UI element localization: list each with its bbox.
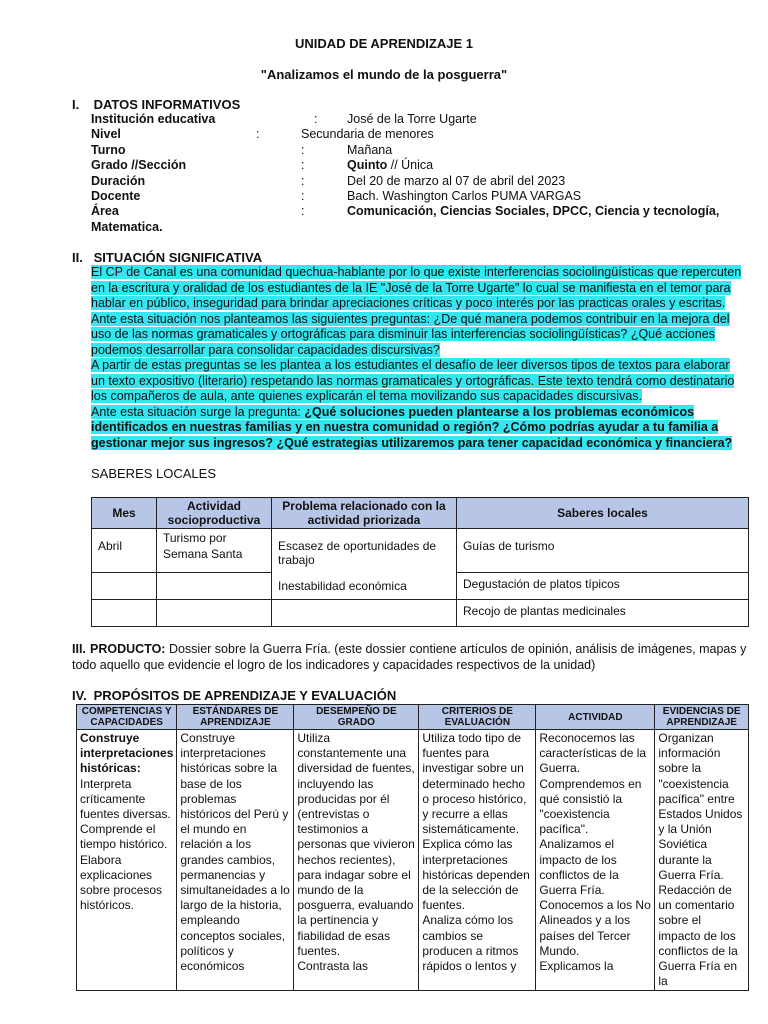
info-area-continuation: Matematica.: [91, 220, 163, 234]
competencia-capacidades: Interpreta críticamente fuentes diversas. Comprende el tiempo histórico. Elabora explicaciones sobre procesos históricos.: [80, 776, 171, 913]
info-value: José de la Torre Ugarte: [347, 112, 477, 126]
info-value: Del 20 de marzo al 07 de abril del 2023: [347, 174, 566, 188]
propositos-table: [76, 704, 749, 991]
info-colon: :: [301, 189, 305, 203]
info-colon: :: [314, 112, 318, 126]
header-mes: Mes: [92, 498, 157, 529]
cell-criterios: Utiliza todo tipo de fuentes para investigar sobre un determinado hecho o proceso histórico, y recurre a ellas sistemáticamente. Explica cómo las interpretaciones históricas dependen de la selección de fuentes. Analiza cómo los cambios se producen a ritmos rápidos o lentos y: [419, 730, 536, 991]
info-colon: :: [301, 204, 305, 218]
problema-2: Inestabilidad económica: [278, 579, 407, 593]
cell-actividad: Reconocemos las características de la Guerra. Comprendemos en qué consistió la "coexistencia pacífica". Analizamos el impacto de los conflictos de la Guerra Fría. Conocemos a los No Alineados y a los países del Tercer Mundo. Explicamos la: [536, 730, 655, 991]
section-number: I.: [72, 97, 80, 112]
header-estandares: ESTÁNDARES DE APRENDIZAJE: [177, 705, 294, 730]
info-value: [347, 158, 433, 172]
producto-text: Dossier sobre la Guerra Fría. (este dossier contiene artículos de opinión, análisis de imágenes, mapas y todo aquello que evidencie el logro de los indicadores y capacidades respectivos de la unidad): [72, 642, 747, 672]
info-label: Nivel: [91, 127, 121, 141]
header-actividad: ACTIVIDAD: [536, 705, 655, 730]
header-desempeno: DESEMPEÑO DE GRADO: [294, 705, 419, 730]
section-producto: [72, 641, 748, 673]
info-colon: :: [256, 127, 260, 141]
section-number: IV.: [72, 688, 87, 703]
info-colon: :: [301, 143, 305, 157]
info-label: Institución educativa: [91, 112, 216, 126]
section-title: PRODUCTO:: [90, 642, 166, 656]
cell-actividad: Turismo por Semana Santa: [157, 529, 272, 573]
info-colon: :: [301, 174, 305, 188]
info-value: Comunicación, Ciencias Sociales, DPCC, Ciencia y tecnología,: [347, 204, 720, 218]
section-title: DATOS INFORMATIVOS: [93, 97, 241, 112]
header-criterios: CRITERIOS DE EVALUACIÓN: [419, 705, 536, 730]
cell-evidencias: Organizan información sobre la "coexistencia pacífica" entre Estados Unidos y la Unión Soviética durante la Guerra Fría. Redacción de un comentario sobre el impacto de los conflictos de la Guerra Fría en la: [655, 730, 749, 991]
info-value: Bach. Washington Carlos PUMA VARGAS: [347, 189, 582, 203]
section-number: III.: [72, 642, 86, 656]
info-label: Grado //Sección: [91, 158, 187, 172]
saberes-locales-title: SABERES LOCALES: [91, 466, 216, 481]
table-row: [92, 600, 749, 627]
cell-competencias: [77, 730, 177, 991]
situacion-paragraph-1: [91, 265, 746, 358]
saberes-locales-table: [91, 497, 749, 627]
situacion-p3-intro: Ante esta situación surge la pregunta:: [91, 404, 305, 419]
problema-1: Escasez de oportunidades de trabajo: [278, 539, 437, 567]
section-title: PROPÓSITOS DE APRENDIZAJE Y EVALUACIÓN: [93, 688, 397, 703]
situacion-p3-questions: ¿Qué soluciones pueden plantearse a los problemas económicos identificados en nuestras familias y en nuestra comunidad o región? ¿Cómo podrías ayudar a tu familia a gestionar mejor sus ingresos? ¿Qué estrategias utilizaremos para tener capacidad económica y financiera?: [91, 404, 733, 450]
section-situacion-significativa: [72, 250, 262, 265]
situacion-paragraph-3: [91, 405, 746, 452]
cell-mes: Abril: [92, 529, 157, 573]
table-row: [77, 730, 749, 991]
competencia-title: Construye interpretaciones históricas:: [80, 731, 174, 776]
section-datos-informativos: [72, 97, 240, 112]
info-label: Área: [91, 204, 119, 218]
cell-empty: [92, 573, 157, 600]
info-value: Mañana: [347, 143, 393, 157]
cell-empty: [157, 573, 272, 600]
header-saberes: Saberes locales: [457, 498, 749, 529]
situacion-paragraph-2: [91, 358, 746, 405]
cell-problema: [272, 529, 457, 600]
situacion-p1-text: El CP de Canal es una comunidad quechua-hablante por lo que existe interferencias sociolingüísticas que repercuten en la escritura y oralidad de los estudiantes de la IE "José de la Torre Ugarte" lo cual se manifiesta en el temor para hablar en público, inseguridad para brindar apreciaciones críticas y poco interés por las practicas orales y escritas. Ante esta situación nos planteamos las siguientes preguntas: ¿De qué manera podemos contribuir en la mejora del uso de las normas gramaticales y ortográficas para disminuir las interferencias sociolingüísticas? ¿Qué acciones podemos desarrollar para consolidar capacidades discursivas?: [91, 265, 742, 357]
header-evidencias: EVIDENCIAS DE APRENDIZAJE: [655, 705, 749, 730]
table-header-row: [77, 705, 749, 730]
info-label: Turno: [91, 143, 126, 157]
table-header-row: [92, 498, 749, 529]
info-label: Docente: [91, 189, 141, 203]
section-title: SITUACIÓN SIGNIFICATIVA: [93, 250, 263, 265]
header-problema: Problema relacionado con la actividad priorizada: [272, 498, 457, 529]
situacion-text: [91, 265, 746, 451]
info-value-rest: // Única: [387, 158, 434, 172]
header-actividad: Actividad socioproductiva: [157, 498, 272, 529]
situacion-p2-text: A partir de estas preguntas se les plantea a los estudiantes el desafío de leer diversos tipos de textos para elaborar un texto expositivo (literario) respetando las normas gramaticales y ortográficas. Este texto tendrá como destinatario los compañeros de aula, ante quienes explicarán el tema movilizando sus capacidades discursivas.: [91, 358, 735, 403]
cell-saber-3: Recojo de plantas medicinales: [457, 600, 749, 627]
info-value: Secundaria de menores: [301, 127, 434, 141]
header-competencias: COMPETENCIAS Y CAPACIDADES: [77, 705, 177, 730]
info-label: Duración: [91, 174, 146, 188]
cell-empty: [272, 600, 457, 627]
cell-saber-1: Guías de turismo: [457, 529, 749, 573]
table-row: [92, 529, 749, 573]
info-colon: :: [301, 158, 305, 172]
info-value-bold: Quinto: [347, 158, 388, 172]
cell-empty: [92, 600, 157, 627]
cell-empty: [157, 600, 272, 627]
document-title: UNIDAD DE APRENDIZAJE 1: [295, 36, 473, 51]
section-propositos: [72, 688, 396, 703]
cell-estandares: Construye interpretaciones históricas sobre la base de los problemas históricos del Perú y el mundo en relación a los grandes cambios, permanencias y simultaneidades a lo largo de la historia, empleando conceptos sociales, políticos y económicos: [177, 730, 294, 991]
cell-desempeno: Utiliza constantemente una diversidad de fuentes, incluyendo las producidas por él (entrevistas o testimonios a personas que vivieron hechos recientes), para indagar sobre el mundo de la posguerra, evaluando la pertinencia y fiabilidad de esas fuentes. Contrasta las: [294, 730, 419, 991]
document-subtitle: "Analizamos el mundo de la posguerra": [260, 67, 508, 82]
cell-saber-2: Degustación de platos típicos: [457, 573, 749, 600]
section-number: II.: [72, 250, 83, 265]
